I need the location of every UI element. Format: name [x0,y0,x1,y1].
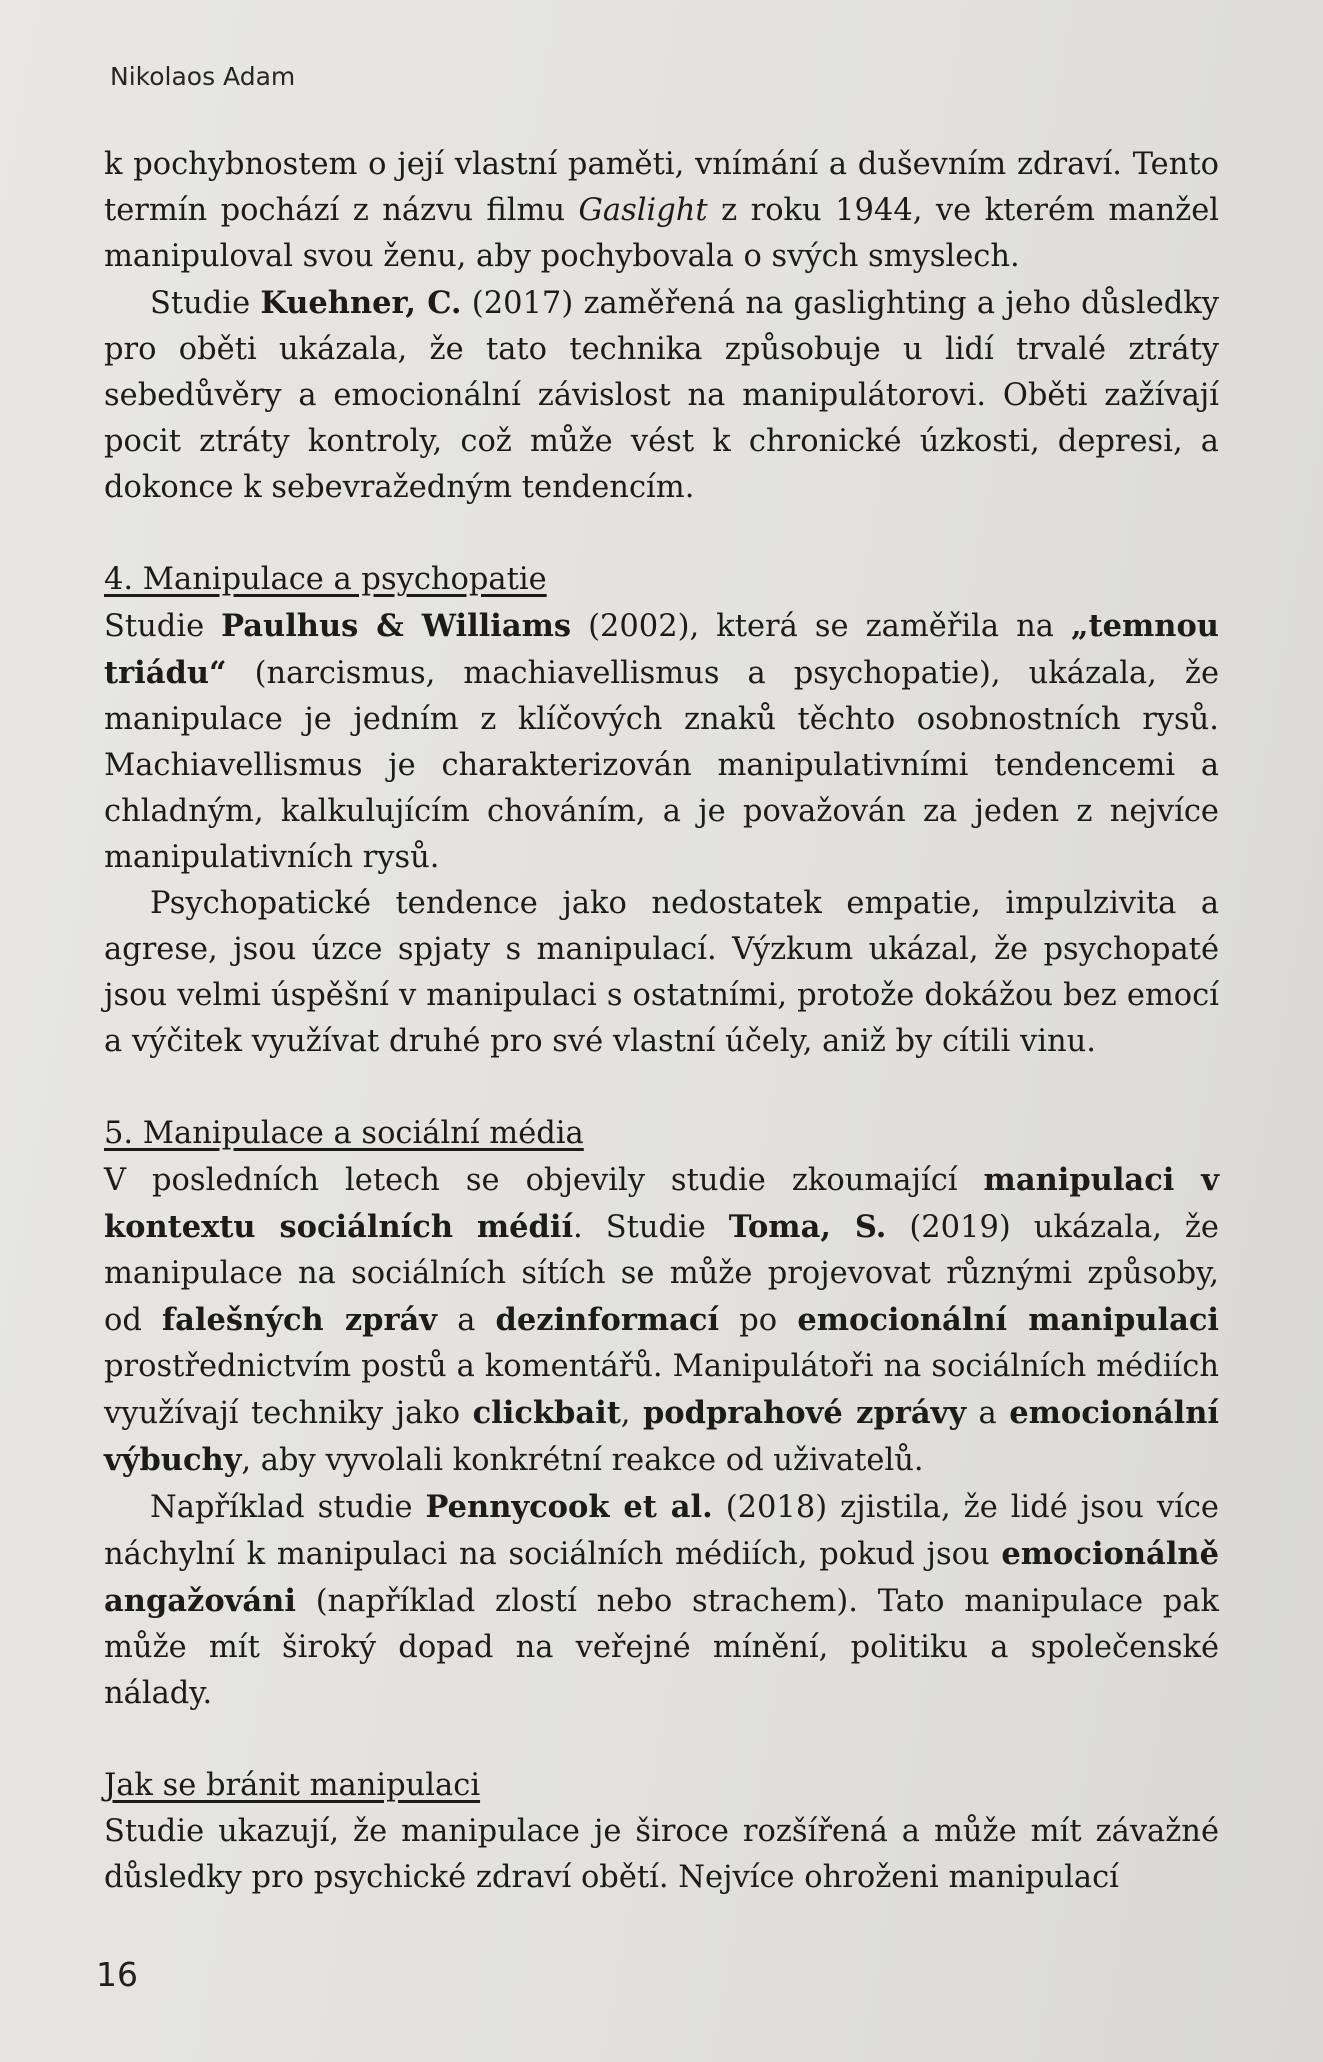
text-span: (například zlostí nebo strachem). Tato manipulace pak může mít široký dopad na veřejné mínění, politiku a společenské nálady. [104,1584,1219,1711]
emphasis-bold: Kuehner, C. [260,285,462,321]
paragraph [104,881,1219,1065]
text-span: Studie [104,609,222,644]
text-span: (narcismus, machiavellismus a psychopatie), ukázala, že manipulace je jedním z klíčových znaků těchto osobnostních rysů. Machiavellismus je charakterizován manipulativními tendencemi a chladným, kalkulujícím chováním, a je považován za jeden z nejvíce manipulativních rysů. [104,656,1219,875]
emphasis-bold: Paulhus & Williams [221,608,572,644]
paragraph [104,1157,1219,1484]
text-span: (2017) zaměřená na gaslighting a jeho důsledky pro oběti ukázala, že tato technika způsobuje u lidí trvalé ztráty sebedůvěry a emocionální závislost na manipulátorovi. Oběti zažívají pocit ztráty kontroly, což může vést k chronické úzkosti, depresi, a dokonce k sebevražedným tendencím. [104,286,1219,505]
paragraph [104,603,1219,881]
page-number: 16 [96,1955,138,1994]
emphasis-bold: Toma, S. [728,1209,887,1245]
text-span: . Studie [573,1210,729,1245]
section-gap [104,511,1219,557]
text-span: a [437,1303,496,1338]
text-span: Studie [150,286,261,321]
emphasis-bold: manipulaci v kontextu sociálních médií [104,1162,1219,1245]
text-span: Například studie [150,1490,426,1525]
text-span: , aby vyvolali konkrétní reakce od uživatelů. [241,1443,924,1478]
section-gap [104,1717,1219,1763]
emphasis-bold: podprahové zprávy [642,1395,967,1431]
text-span: z roku 1944, ve kterém manžel manipuloval svou ženu, aby pochybovala o svých smyslech. [104,193,1219,274]
paragraph [104,280,1219,511]
section-heading: 5. Manipulace a sociální média [104,1116,584,1151]
section-heading: Jak se bránit manipulaci [104,1768,481,1803]
emphasis-bold: dezinformací [495,1302,720,1338]
text-span: , [620,1396,643,1431]
emphasis-bold: emocionální manipulaci [797,1302,1220,1338]
running-header-author: Nikolaos Adam [110,62,296,91]
section-gap [104,1065,1219,1111]
text-span: a [966,1396,1010,1431]
paragraph [104,1484,1219,1717]
text-span: (2018) zjistila, že lidé jsou více náchylní k manipulaci na sociálních médiích, pokud jsou [104,1490,1219,1572]
paragraph [104,142,1219,280]
text-span: Studie ukazují, že manipulace je široce rozšířená a může mít závažné důsledky pro psychické zdraví obětí. Nejvíce ohroženi manipulací [104,1814,1219,1895]
emphasis-bold: clickbait [472,1395,621,1431]
emphasis-bold: „temnou triádu“ [104,608,1219,691]
section-heading: 4. Manipulace a psychopatie [104,562,547,597]
emphasis-bold: falešných zpráv [162,1302,438,1338]
text-span: (2019) ukázala, že manipulace na sociálních sítích se může projevovat různými způsoby, od [104,1210,1219,1338]
body-text [104,142,1219,1901]
text-span: Psychopatické tendence jako nedostatek empatie, impulzivita a agrese, jsou úzce spjaty s manipulací. Výzkum ukázal, že psychopaté jsou velmi úspěšní v manipulaci s ostatními, protože dokážou bez emocí a výčitek využívat druhé pro své vlastní účely, aniž by cítili vinu. [104,886,1219,1059]
text-span: prostřednictvím postů a komentářů. Manipulátoři na sociálních médiích využívají techniky jako [104,1349,1219,1431]
emphasis-bold: emocionální výbuchy [104,1395,1220,1478]
emphasis-bold: emocionálně angažováni [104,1536,1219,1619]
text-span: (2002), která se zaměřila na [571,609,1071,644]
emphasis-italic: Gaslight [578,193,708,228]
text-span: V posledních letech se objevily studie zkoumající [104,1163,984,1198]
text-span: po [719,1303,798,1338]
paragraph [104,1809,1219,1901]
emphasis-bold: Pennycook et al. [425,1489,713,1525]
text-span: k pochybnostem o její vlastní paměti, vnímání a duševním zdraví. Tento termín pochází z názvu filmu [104,147,1219,228]
